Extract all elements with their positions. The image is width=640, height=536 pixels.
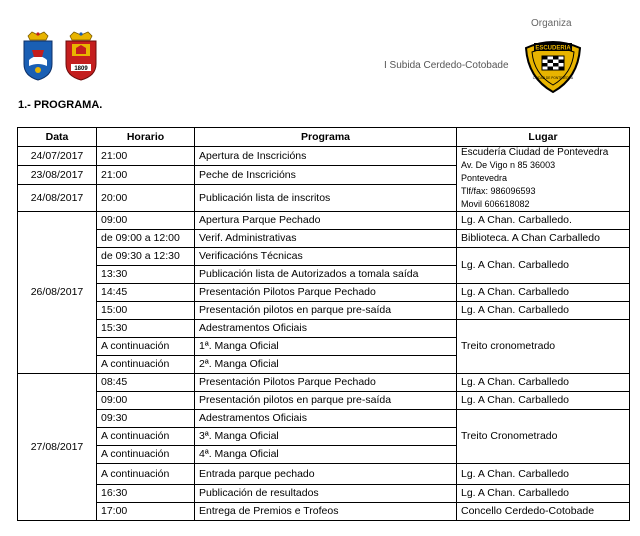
- program-cell: Publicación lista de inscritos: [195, 185, 457, 212]
- time-cell: 14:45: [97, 284, 195, 302]
- table-row: [18, 320, 630, 338]
- program-cell: Presentación pilotos en parque pre-saída: [195, 392, 457, 410]
- table-row: [18, 284, 630, 302]
- event-name: I Subida Cerdedo-Cotobade: [384, 60, 509, 71]
- program-cell: Peche de Inscricións: [195, 166, 457, 185]
- program-cell: Verif. Administrativas: [195, 230, 457, 248]
- program-cell: Entrega de Premios e Trofeos: [195, 503, 457, 521]
- date-cell: 24/07/2017: [18, 147, 97, 166]
- program-cell: Presentación Pilotos Parque Pechado: [195, 374, 457, 392]
- time-cell: 16:30: [97, 485, 195, 503]
- time-cell: de 09:00 a 12:00: [97, 230, 195, 248]
- place-cell: Treito Cronometrado: [457, 410, 630, 464]
- program-cell: Presentación Pilotos Parque Pechado: [195, 284, 457, 302]
- table-row: [18, 248, 630, 266]
- table-row: [18, 410, 630, 428]
- program-cell: Entrada parque pechado: [195, 464, 457, 485]
- time-cell: 15:30: [97, 320, 195, 338]
- svg-text:ESCUDERIA: ESCUDERIA: [535, 45, 571, 52]
- time-cell: 17:00: [97, 503, 195, 521]
- cotobade-crest-icon: [62, 30, 100, 82]
- table-row: [18, 374, 630, 392]
- place-line: Tlf/fax: 986096593: [461, 186, 536, 196]
- table-row: [18, 503, 630, 521]
- table-header-row: [18, 128, 630, 147]
- table-row: [18, 212, 630, 230]
- section-title: 1.- PROGRAMA.: [18, 99, 103, 111]
- program-cell: 4ª. Manga Oficial: [195, 446, 457, 464]
- cerdedo-crest-icon: [20, 30, 56, 82]
- organiza-label: Organiza: [531, 18, 572, 29]
- program-table: [17, 127, 630, 521]
- table-row: [18, 147, 630, 166]
- table-row: [18, 464, 630, 485]
- time-cell: A continuación: [97, 446, 195, 464]
- col-header-date: Data: [18, 128, 97, 147]
- table-row: [18, 392, 630, 410]
- time-cell: A continuación: [97, 464, 195, 485]
- time-cell: 08:45: [97, 374, 195, 392]
- date-cell: 26/08/2017: [18, 212, 97, 374]
- svg-text:CIUDAD DE PONTEVEDRA: CIUDAD DE PONTEVEDRA: [532, 76, 574, 80]
- place-cell-escuderia: [457, 147, 630, 212]
- place-cell: Lg. A Chan. Carballedo: [457, 464, 630, 485]
- time-cell: 13:30: [97, 266, 195, 284]
- date-cell: 27/08/2017: [18, 374, 97, 521]
- program-cell: Apertura de Inscricións: [195, 147, 457, 166]
- program-cell: Publicación lista de Autorizados a tomala saída: [195, 266, 457, 284]
- program-cell: 1ª. Manga Oficial: [195, 338, 457, 356]
- program-cell: Apertura Parque Pechado: [195, 212, 457, 230]
- program-cell: Adestramentos Oficiais: [195, 410, 457, 428]
- place-cell: Lg. A Chan. Carballedo.: [457, 212, 630, 230]
- place-cell: Lg. A Chan. Carballedo: [457, 248, 630, 284]
- time-cell: A continuación: [97, 356, 195, 374]
- program-cell: Adestramentos Oficiais: [195, 320, 457, 338]
- date-cell: 23/08/2017: [18, 166, 97, 185]
- table-row: [18, 302, 630, 320]
- place-cell: Lg. A Chan. Carballedo: [457, 392, 630, 410]
- place-line: Movil 606618082: [461, 199, 530, 209]
- place-cell: Concello Cerdedo-Cotobade: [457, 503, 630, 521]
- program-cell: 2ª. Manga Oficial: [195, 356, 457, 374]
- table-row: [18, 230, 630, 248]
- program-cell: Publicación de resultados: [195, 485, 457, 503]
- table-row: [18, 485, 630, 503]
- place-cell: Biblioteca. A Chan Carballedo: [457, 230, 630, 248]
- time-cell: A continuación: [97, 428, 195, 446]
- program-cell: 3ª. Manga Oficial: [195, 428, 457, 446]
- time-cell: 09:00: [97, 212, 195, 230]
- program-cell: Verificacións Técnicas: [195, 248, 457, 266]
- place-cell: Lg. A Chan. Carballedo: [457, 485, 630, 503]
- place-line: Pontevedra: [461, 173, 508, 183]
- time-cell: de 09:30 a 12:30: [97, 248, 195, 266]
- col-header-place: Lugar: [457, 128, 630, 147]
- place-line: Av. De Vigo n 85 36003: [461, 160, 556, 170]
- program-cell: Presentación pilotos en parque pre-saída: [195, 302, 457, 320]
- place-line: Escudería Ciudad de Pontevedra: [461, 147, 609, 158]
- time-cell: 09:30: [97, 410, 195, 428]
- place-cell: Lg. A Chan. Carballedo: [457, 302, 630, 320]
- place-cell: Lg. A Chan. Carballedo: [457, 374, 630, 392]
- time-cell: 21:00: [97, 147, 195, 166]
- escuderia-logo-icon: [522, 34, 584, 94]
- time-cell: 09:00: [97, 392, 195, 410]
- place-cell: Lg. A Chan. Carballedo: [457, 284, 630, 302]
- col-header-time: Horario: [97, 128, 195, 147]
- svg-text:1809: 1809: [74, 66, 88, 72]
- col-header-program: Programa: [195, 128, 457, 147]
- time-cell: A continuación: [97, 338, 195, 356]
- place-cell: Treito cronometrado: [457, 320, 630, 374]
- time-cell: 21:00: [97, 166, 195, 185]
- date-cell: 24/08/2017: [18, 185, 97, 212]
- time-cell: 20:00: [97, 185, 195, 212]
- time-cell: 15:00: [97, 302, 195, 320]
